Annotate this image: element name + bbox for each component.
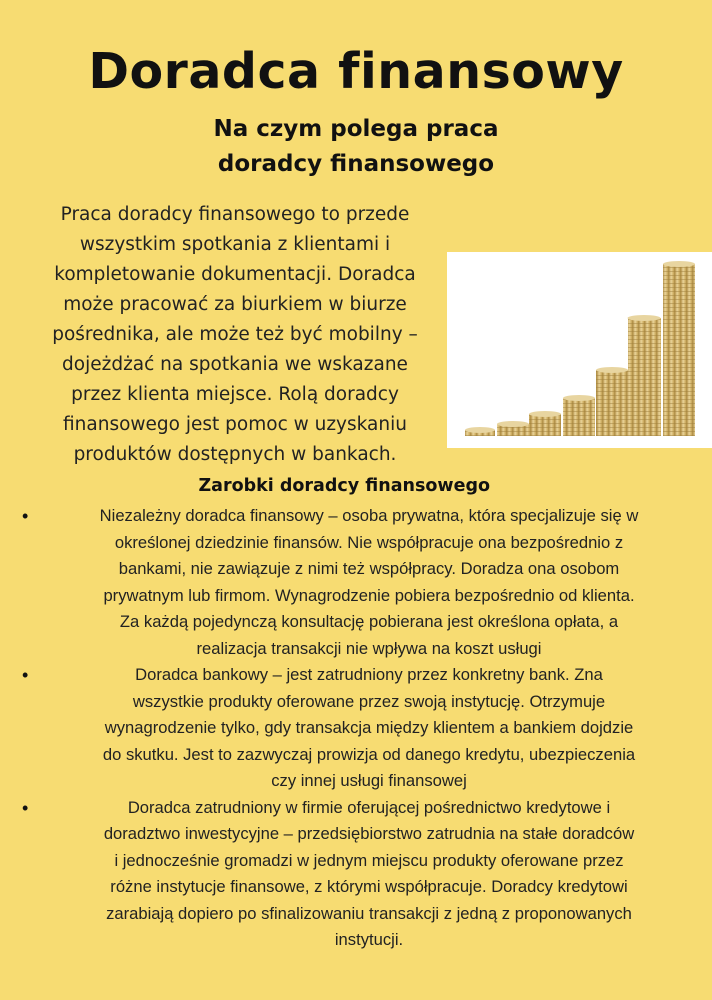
bullet-icon: • — [22, 797, 29, 818]
intro-line: finansowego jest pomoc w uzyskaniu — [63, 414, 407, 435]
list-item-line: wynagrodzenie tylko, gdy transakcja między klientem a bankiem dojdzie — [104, 718, 634, 737]
intro-line: może pracować za biurkiem w biurze — [63, 294, 407, 315]
page-title: Doradca finansowy — [88, 43, 624, 100]
list-item-line: do skutku. Jest to zazwyczaj prowizja od danego kredytu, ubezpieczenia — [102, 744, 636, 764]
coin-stack — [596, 367, 628, 436]
coin-stack — [663, 261, 695, 436]
list-item-line: bankami, nie zawiązuje z nimi też współpracy. Doradza ona osobom — [118, 559, 620, 578]
intro-line: przez klienta miejsce. Rolą doradcy — [71, 384, 399, 405]
intro-paragraph — [20, 200, 450, 470]
intro-line: Praca doradcy finansowego to przede — [60, 204, 410, 225]
list-item-line: instytucji. — [334, 930, 404, 949]
list-item-line: realizacja transakcji nie wpływa na koszt usługi — [196, 638, 542, 658]
coin-stacks-icon — [447, 252, 712, 448]
coin-stack — [497, 421, 529, 436]
coin-stack — [529, 411, 561, 436]
list-item-line: określonej dziedzinie finansów. Nie współpracuje ona bezpośrednio z — [114, 532, 624, 552]
intro-line: dojeżdżać na spotkania we wskazane — [62, 354, 408, 375]
coin-stack — [628, 315, 662, 436]
list-item — [20, 503, 700, 662]
list-item — [20, 662, 700, 795]
list-item-line: Za każdą pojedynczą konsultację pobierana jest określona opłata, a — [119, 612, 619, 631]
list-item-line: zarabiają dopiero po sfinalizowaniu transakcji z jedną z proponowanych — [106, 903, 632, 923]
list-item-line: różne instytucje finansowe, z którymi współpracuje. Doradcy kredytowi — [110, 877, 628, 896]
earnings-list — [20, 503, 700, 954]
coin-stack — [563, 395, 595, 436]
subtitle-line-1: Na czym polega praca — [213, 116, 499, 142]
bullet-icon: • — [22, 665, 29, 685]
list-item-line: doradztwo inwestycyjne – przedsiębiorstwo zatrudnia na stałe doradców — [103, 824, 635, 843]
coin-stack — [465, 427, 495, 436]
earnings-heading: Zarobki doradcy finansowego — [198, 476, 490, 496]
list-item-line: Doradca zatrudniony w firmie oferującej pośrednictwo kredytowe i — [127, 797, 611, 817]
intro-line: kompletowanie dokumentacji. Doradca — [54, 264, 416, 285]
intro-line: wszystkim spotkania z klientami i — [79, 234, 391, 255]
list-item-line: Niezależny doradca finansowy – osoba prywatna, która specjalizuje się w — [99, 506, 639, 525]
list-item-line: wszystkie produkty oferowane przez swoją instytucję. Otrzymuje — [132, 691, 606, 711]
list-item — [20, 795, 700, 954]
list-item-line: i jednocześnie gromadzi w jednym miejscu produkty oferowane przez — [114, 850, 624, 870]
subtitle-line-2: doradcy finansowego — [217, 151, 495, 177]
coin-stacks-image — [447, 252, 712, 448]
list-item-line: prywatnym lub firmom. Wynagrodzenie pobiera bezpośrednio od klienta. — [103, 585, 635, 605]
intro-line: produktów dostępnych w bankach. — [73, 444, 397, 465]
intro-line: pośrednika, ale może też być mobilny – — [52, 324, 418, 345]
bullet-icon: • — [22, 506, 29, 526]
section-subtitle — [0, 112, 712, 182]
list-item-line: Doradca bankowy – jest zatrudniony przez konkretny bank. Zna — [135, 665, 603, 684]
list-item-line: czy innej usługi finansowej — [271, 771, 467, 790]
